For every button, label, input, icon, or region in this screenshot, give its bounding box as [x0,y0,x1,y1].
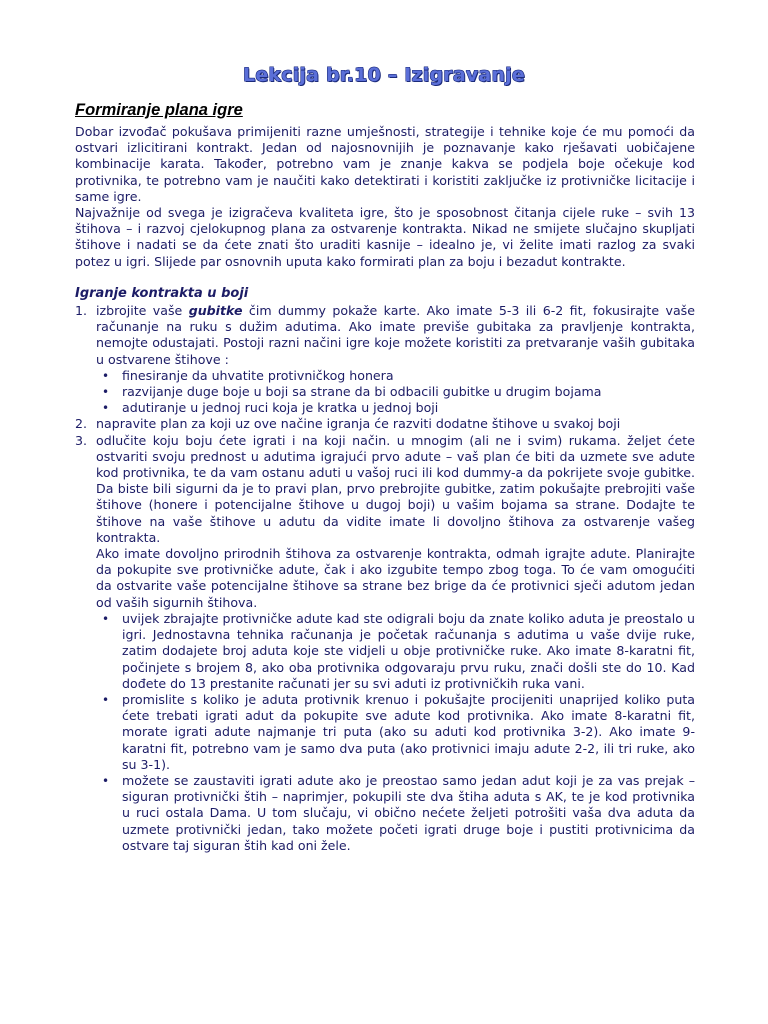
steps-list [75,303,695,854]
bullet-text: razvijanje duge boje u boji sa strane da bi odbacili gubitke u drugim bojama [122,384,602,400]
section-heading-suit-contract: Igranje kontrakta u boji [75,285,249,301]
bullet-icon: • [102,401,110,416]
document-body [75,124,695,854]
step-3-text-2: Ako imate dovoljno prirodnih štihova za ostvarenje kontrakta, odmah igrajte adute. Planirajte da pokupite sve protivničke adute, čak i ako izgubite tempo zbog toga. To će vam omogućiti da ostvarite vaše potencijalne štihove sa strane bez brige da će protivnici sječi adutom jedan od vaših sigurnih štihova. [96,546,695,610]
step-number: 2. [75,416,88,432]
bullet-item [96,773,695,854]
bullet-icon: • [102,692,110,707]
bullet-item [96,384,695,400]
lesson-title: Lekcija br.10 – Izigravanje [243,64,525,86]
step-1-text-post: čim dummy pokaže karte. Ako imate 5-3 ili 6-2 fit, fokusirajte vaše računanje na ruku s dužim adutima. Ako imate previše gubitaka za pravljenje kontrakta, nemojte odustajati. Postoji razni načini igre koje možete koristiti za pretvaranje vaših gubitaka u ostvarene štihove : [96,303,695,367]
step-1-emphasis: gubitke [188,303,243,319]
bullet-text: finesiranje da uhvatite protivničkog honera [122,367,394,383]
bullet-icon: • [102,385,110,400]
bullet-icon: • [102,368,110,383]
step-1-bullets [96,368,695,417]
step-2 [75,416,695,432]
step-1-text-pre: izbrojite vaše [96,303,189,319]
bullet-item [96,368,695,384]
bullet-item [96,400,695,416]
bullet-item [96,692,695,773]
bullet-text: možete se zaustaviti igrati adute ako je preostao samo jedan adut koji je za vas prejak – siguran protivnički štih – naprimjer, pokupili ste dva štiha aduta s AK, te je kod protivnika u ruci ostala Dama. U tom slučaju, vi obično nećete željeti potrošiti vaša dva aduta da uzmete protivnički jedan, tako možete početi igrati druge boje i pustiti protivnicima da ostvare taj siguran štih kad oni žele. [122,772,695,853]
section-heading-plan: Formiranje plana igre [75,101,243,119]
step-3-bullets [96,611,695,854]
bullet-icon: • [102,773,110,788]
intro-paragraph-2: Najvažnije od svega je izigračeva kvaliteta igre, što je sposobnost čitanja cijele ruke – svih 13 štihova – i razvoj cjelokupnog plana za ostvarenje kontrakta. Nikad ne smijete slučajno skupljati štihove i nadati se da ćete znati što uraditi kasnije – idealno je, vi želite imati razlog za svaki potez u igri. Slijede par osnovnih uputa kako formirati plan za boju i bezadut kontrakte. [75,205,695,269]
step-3-text: odlučite koju boju ćete igrati i na koji način. u mnogim (ali ne i svim) rukama. željet ćete ostvariti svoju prednost u adutima igrajući prvo adute – vaš plan će biti da uzmete sve adute kod protivnika, te da vam ostanu aduti u vašoj ruci ili kod dummy-a da pokrijete svoje gubitke. Da biste bili sigurni da je to pravi plan, prvo prebrojite gubitke, zatim pokušajte prebrojiti vaše štihove (honere i potencijalne štihove u dugoj boji) u vašim bojama sa strane. Dodajte te štihove na vaše štihove u adutu da vidite imate li dovoljno štihova za ostvarenje vašeg kontrakta. [96,432,695,545]
bullet-text: promislite s koliko je aduta protivnik krenuo i pokušajte procijeniti unaprijed koliko puta ćete trebati igrati adut da pokupite sve adute kod protivnika. Ako imate 8-karatni fit, morate igrati adute najmanje tri puta (ako su aduti kod protivnika 3-2). Ako imate 9-karatni fit, potrebno vam je samo dva puta (ako protivnici imaju adute 2-2, ili tri ruke, ako su 3-1). [122,691,695,772]
bullet-text: adutiranje u jednoj ruci koja je kratka u jednoj boji [122,400,439,416]
bullet-icon: • [102,611,110,626]
step-1 [75,303,695,416]
intro-paragraph-1: Dobar izvođač pokušava primijeniti razne umješnosti, strategije i tehnike koje će mu pomoći da ostvari izlicitirani kontrakt. Jedan od najosnovnijih je poznavanje kako rješavati uobičajene kombinacije karata. Također, potrebno vam je znanje kakva se podjela boje očekuje kod protivnika, te potrebno vam je naučiti kako detektirati i koristiti zaključke iz protivničke licitacije i same igre. [75,124,695,204]
step-3 [75,433,695,854]
step-number: 3. [75,432,88,448]
bullet-item [96,611,695,692]
step-number: 1. [75,303,88,319]
step-2-text: napravite plan za koji uz ove načine igranja će razviti dodatne štihove u svakoj boji [96,416,621,432]
bullet-text: uvijek zbrajajte protivničke adute kad ste odigrali boju da znate koliko aduta je preostalo u igri. Jednostavna tehnika računanja je početak računanja s adutima u vaše dvije ruke, zatim dodajete broj aduta koje ste vidjeli u obje protivničke ruke. Ako imate 8-karatni fit, počinjete s brojem 8, ako oba protivnika odgovaraju prvu ruku, znači došli ste do 10. Kad dođete do 13 prestanite računati jer su svi aduti iz protivničkih ruka vani. [122,610,695,691]
